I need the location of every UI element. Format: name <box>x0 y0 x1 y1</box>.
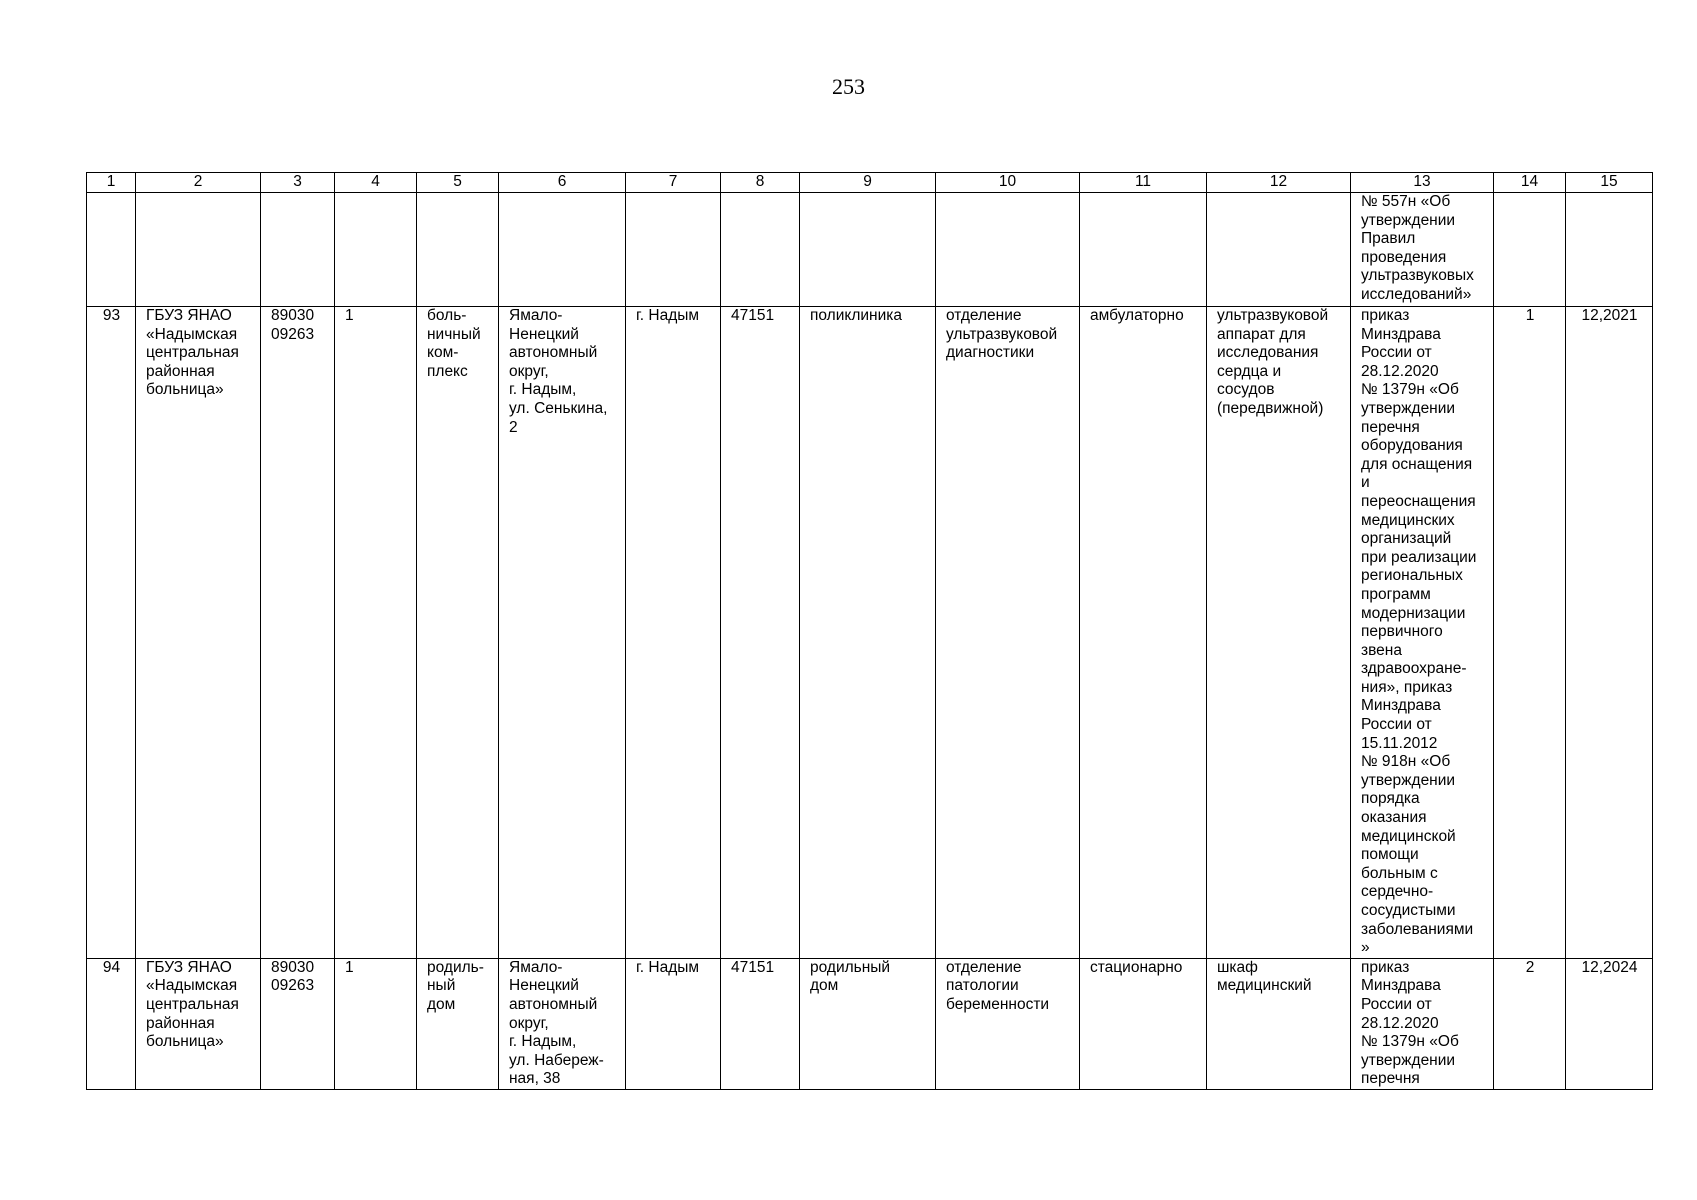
care-mode-cell: стационарно <box>1080 958 1207 1089</box>
empty-cell <box>417 193 499 307</box>
column-number: 8 <box>721 173 800 193</box>
table-row <box>87 958 1653 1089</box>
inn-cell: 89030 09263 <box>261 307 335 959</box>
empty-cell <box>499 193 626 307</box>
empty-cell <box>936 193 1080 307</box>
column-number: 12 <box>1207 173 1351 193</box>
equipment-cell: шкаф медицинский <box>1207 958 1351 1089</box>
regulation-cell: приказ Минздрава России от 28.12.2020 № 1379н «Об утверждении перечня оборудования для оснащения и переоснащения медицинских организаций при реализации региональных программ модернизации первичного звена здравоохране- ния», приказ Минздрава России от 15.11.2012 № 918н «Об утверждении порядка оказания медицинской помощи больным с сердечно- сосудистыми заболеваниями » <box>1351 307 1494 959</box>
unit-type-cell: родильный дом <box>800 958 936 1089</box>
date-cell: 12,2024 <box>1566 958 1653 1089</box>
empty-cell <box>721 193 800 307</box>
column-number: 9 <box>800 173 936 193</box>
row-number-cell: 93 <box>87 307 136 959</box>
building-type-cell: родиль- ный дом <box>417 958 499 1089</box>
empty-cell <box>800 193 936 307</box>
column-number: 7 <box>626 173 721 193</box>
empty-cell <box>335 193 417 307</box>
equipment-table <box>86 172 1653 1090</box>
column-number: 14 <box>1494 173 1566 193</box>
col4-cell: 1 <box>335 307 417 959</box>
empty-cell <box>261 193 335 307</box>
col4-cell: 1 <box>335 958 417 1089</box>
empty-cell <box>1207 193 1351 307</box>
column-number: 3 <box>261 173 335 193</box>
column-number-row <box>87 173 1653 193</box>
empty-cell <box>87 193 136 307</box>
unit-type-cell: поликлиника <box>800 307 936 959</box>
address-cell: Ямало- Ненецкий автономный округ, г. Надым, ул. Сенькина, 2 <box>499 307 626 959</box>
column-number: 15 <box>1566 173 1653 193</box>
column-number: 5 <box>417 173 499 193</box>
column-number: 10 <box>936 173 1080 193</box>
empty-cell <box>136 193 261 307</box>
empty-cell <box>626 193 721 307</box>
empty-cell <box>1566 193 1653 307</box>
care-mode-cell: амбулаторно <box>1080 307 1207 959</box>
page-number: 253 <box>832 74 865 99</box>
row-number-cell: 94 <box>87 958 136 1089</box>
column-number: 6 <box>499 173 626 193</box>
date-cell: 12,2021 <box>1566 307 1653 959</box>
column-number: 13 <box>1351 173 1494 193</box>
regulation-cell: № 557н «Об утверждении Правил проведения ультразвуковых исследований» <box>1351 193 1494 307</box>
inn-cell: 89030 09263 <box>261 958 335 1089</box>
column-number: 2 <box>136 173 261 193</box>
building-type-cell: боль- ничный ком- плекс <box>417 307 499 959</box>
empty-cell <box>1080 193 1207 307</box>
city-cell: г. Надым <box>626 958 721 1089</box>
department-cell: отделение ультразвуковой диагностики <box>936 307 1080 959</box>
address-cell: Ямало- Ненецкий автономный округ, г. Надым, ул. Набереж- ная, 38 <box>499 958 626 1089</box>
code-cell: 47151 <box>721 958 800 1089</box>
equipment-cell: ультразвуковой аппарат для исследования сердца и сосудов (передвижной) <box>1207 307 1351 959</box>
column-number: 11 <box>1080 173 1207 193</box>
code-cell: 47151 <box>721 307 800 959</box>
regulation-cell: приказ Минздрава России от 28.12.2020 № 1379н «Об утверждении перечня <box>1351 958 1494 1089</box>
empty-cell <box>1494 193 1566 307</box>
organization-cell: ГБУЗ ЯНАО «Надымская центральная районная больница» <box>136 958 261 1089</box>
department-cell: отделение патологии беременности <box>936 958 1080 1089</box>
organization-cell: ГБУЗ ЯНАО «Надымская центральная районная больница» <box>136 307 261 959</box>
continuation-row <box>87 193 1653 307</box>
column-number: 1 <box>87 173 136 193</box>
quantity-cell: 2 <box>1494 958 1566 1089</box>
quantity-cell: 1 <box>1494 307 1566 959</box>
city-cell: г. Надым <box>626 307 721 959</box>
table-row <box>87 307 1653 959</box>
column-number: 4 <box>335 173 417 193</box>
